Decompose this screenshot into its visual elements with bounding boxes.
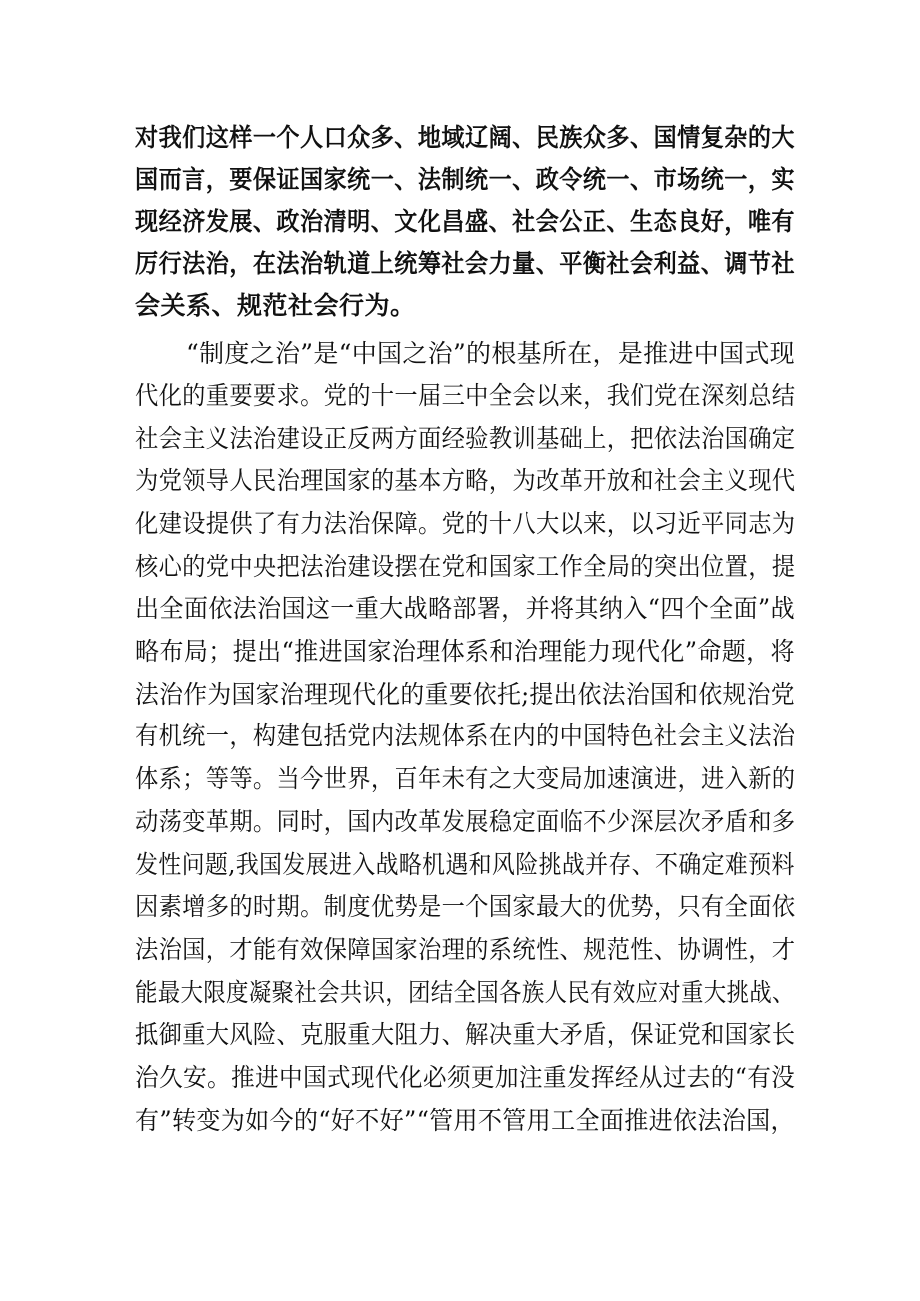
bold-paragraph-line: 对我们这样一个人口众多、地域辽阔、民族众多、国情复杂的大	[135, 123, 796, 152]
body-paragraph-line: 出全面依法治国这一重大战略部署，并将其纳入“四个全面”战	[135, 594, 795, 623]
body-paragraph-line: 因素增多的时期。制度优势是一个国家最大的优势，只有全面依	[135, 892, 796, 921]
body-paragraph-line: 代化的重要要求。党的十一届三中全会以来，我们党在深刻总结	[135, 381, 796, 410]
body-paragraph-line: 法治国，才能有效保障国家治理的系统性、规范性、协调性，才	[135, 935, 796, 964]
body-paragraph-line: 抵御重大风险、克服重大阻力、解决重大矛盾，保证党和国家长	[135, 1020, 796, 1049]
body-paragraph-line: 化建设提供了有力法治保障。党的十八大以来，以习近平同志为	[135, 509, 796, 538]
body-paragraph-line: 发性问题,我国发展进入战略机遇和风险挑战并存、不确定难预料	[135, 850, 795, 879]
body-paragraph-line: 社会主义法治建设正反两方面经验教训基础上，把依法治国确定	[135, 424, 796, 453]
body-paragraph-line: 体系；等等。当今世界，百年未有之大变局加速演进，进入新的	[135, 764, 796, 793]
body-paragraph-line: 略布局；提出“推进国家治理体系和治理能力现代化”命题，将	[135, 637, 795, 666]
body-paragraph-line: 动荡变革期。同时，国内改革发展稳定面临不少深层次矛盾和多	[135, 807, 796, 836]
body-paragraph-line: 能最大限度凝聚社会共识，团结全国各族人民有效应对重大挑战、	[135, 978, 795, 1007]
body-paragraph-line: 有机统一，构建包括党内法规体系在内的中国特色社会主义法治	[135, 721, 796, 750]
bold-paragraph-line: 国而言，要保证国家统一、法制统一、政令统一、市场统一，实	[135, 165, 796, 194]
bold-paragraph-line: 会关系、规范社会行为。	[135, 291, 416, 320]
body-paragraph-line: 法治作为国家治理现代化的重要依托;提出依法治国和依规治党	[135, 680, 795, 709]
body-paragraph-line: 治久安。推进中国式现代化必须更加注重发挥经从过去的“有没	[135, 1063, 796, 1092]
body-paragraph-line: 有”转变为如今的“好不好”“管用不管用工全面推进依法治国，	[135, 1106, 795, 1135]
bold-paragraph-line: 现经济发展、政治清明、文化昌盛、社会公正、生态良好，唯有	[135, 207, 796, 236]
body-paragraph-line: 核心的党中央把法治建设摆在党和国家工作全局的突出位置，提	[135, 552, 796, 581]
body-paragraph-line: “制度之治”是“中国之治”的根基所在，是推进中国式现	[186, 339, 795, 368]
body-paragraph-line: 为党领导人民治理国家的基本方略，为改革开放和社会主义现代	[135, 466, 796, 495]
bold-paragraph-line: 厉行法治，在法治轨道上统筹社会力量、平衡社会利益、调节社	[135, 249, 796, 278]
